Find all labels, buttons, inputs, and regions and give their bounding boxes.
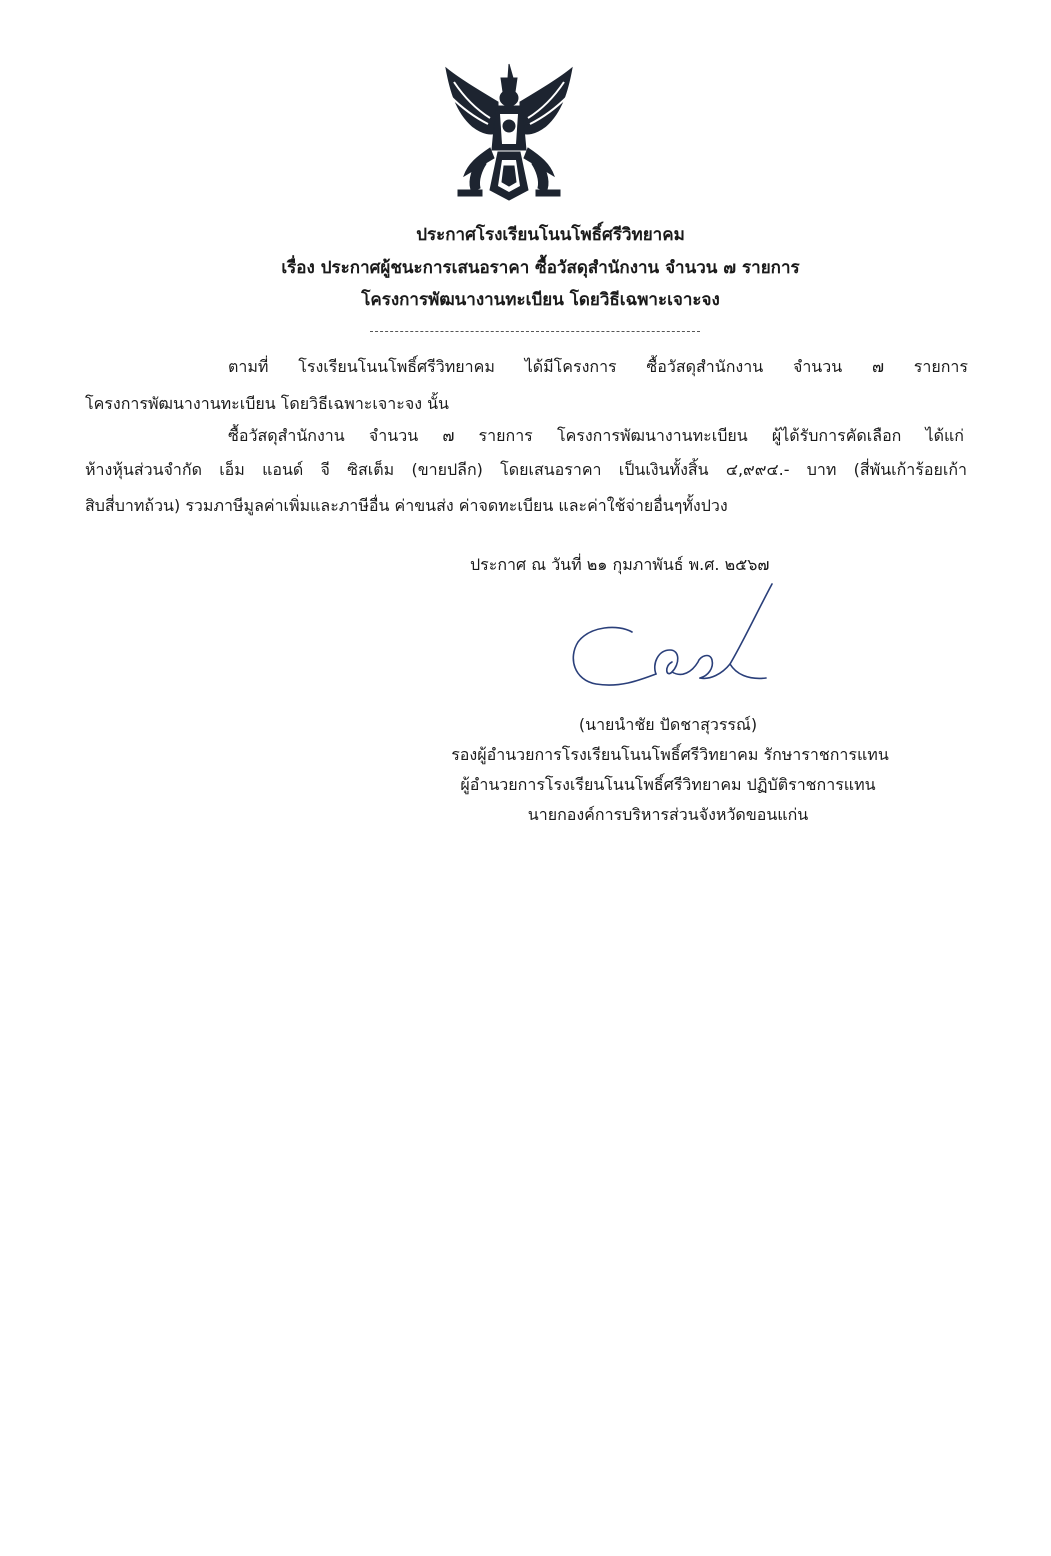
announcement-date: ประกาศ ณ วันที่ ๒๑ กุมภาพันธ์ พ.ศ. ๒๕๖๗: [470, 555, 770, 574]
paragraph-2-line-3: สิบสี่บาทถ้วน) รวมภาษีมูลค่าเพิ่มและภาษีอื่น ค่าขนส่ง ค่าจดทะเบียน และค่าใช้จ่ายอื่นๆทั้งปวง: [85, 496, 728, 515]
paragraph-1-line-1: ตามที่ โรงเรียนโนนโพธิ์ศรีวิทยาคม ได้มีโครงการ ซื้อวัสดุสำนักงาน จำนวน ๗ รายการ: [228, 357, 968, 376]
handwritten-signature: [560, 580, 790, 700]
garuda-emblem-icon: [438, 60, 580, 206]
announcement-project: โครงการพัฒนางานทะเบียน โดยวิธีเฉพาะเจาะจง: [361, 290, 720, 310]
paragraph-2-line-2: ห้างหุ้นส่วนจำกัด เอ็ม แอนด์ จี ซิสเต็ม (ขายปลีก) โดยเสนอราคา เป็นเงินทั้งสิ้น ๔,๙๙๔.- บาท (สี่พันเก้าร้อยเก้า: [85, 460, 967, 479]
paragraph-1-line-2: โครงการพัฒนางานทะเบียน โดยวิธีเฉพาะเจาะจง นั้น: [85, 394, 449, 413]
signatory-position-3: นายกองค์การบริหารส่วนจังหวัดขอนแก่น: [527, 805, 809, 824]
signatory-position-2: ผู้อำนวยการโรงเรียนโนนโพธิ์ศรีวิทยาคม ปฏิบัติราชการแทน: [460, 775, 876, 794]
announcement-subject: เรื่อง ประกาศผู้ชนะการเสนอราคา ซื้อวัสดุสำนักงาน จำนวน ๗ รายการ: [281, 258, 800, 278]
announcement-title: ประกาศโรงเรียนโนนโพธิ์ศรีวิทยาคม: [416, 225, 685, 245]
paragraph-2-line-1: ซื้อวัสดุสำนักงาน จำนวน ๗ รายการ โครงการพัฒนางานทะเบียน ผู้ได้รับการคัดเลือก ได้แก่: [228, 426, 964, 445]
signatory-name: (นายนำชัย ปัดชาสุวรรณ์): [578, 715, 758, 734]
signatory-position-1: รองผู้อำนวยการโรงเรียนโนนโพธิ์ศรีวิทยาคม รักษาราชการแทน: [451, 745, 889, 764]
signatory-block: [380, 710, 980, 830]
divider: [370, 331, 700, 332]
